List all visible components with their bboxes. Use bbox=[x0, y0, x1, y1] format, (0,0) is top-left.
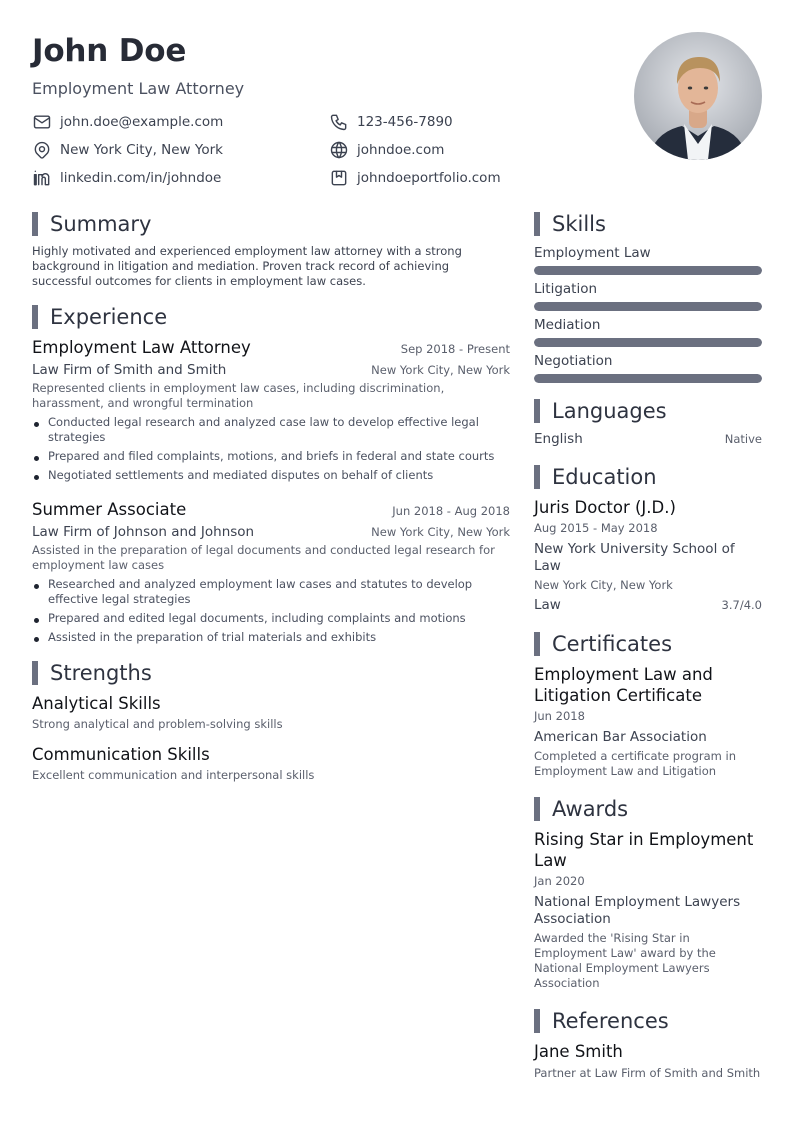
awards-heading-text: Awards bbox=[552, 797, 629, 821]
contact-location bbox=[32, 140, 223, 160]
education-heading bbox=[534, 465, 762, 489]
job-bullets bbox=[32, 415, 510, 483]
candidate-name: John Doe bbox=[32, 33, 187, 69]
mail-icon bbox=[32, 112, 52, 132]
job-bullet: Conducted legal research and analyzed case law to develop effective legal strategies bbox=[32, 415, 510, 445]
languages-heading-text: Languages bbox=[552, 399, 667, 423]
education-heading-text: Education bbox=[552, 465, 657, 489]
references-heading-text: References bbox=[552, 1009, 669, 1033]
section-accent-bar bbox=[32, 305, 38, 329]
job-bullet: Researched and analyzed employment law cases and statutes to develop effective legal strategies bbox=[32, 577, 510, 607]
candidate-title: Employment Law Attorney bbox=[32, 79, 245, 98]
contact-linkedin[interactable] bbox=[32, 168, 221, 188]
skill-level-bar bbox=[534, 302, 762, 311]
education-entry bbox=[534, 497, 762, 614]
skill-level-fill bbox=[534, 302, 762, 311]
strength-description: Strong analytical and problem-solving skills bbox=[32, 717, 283, 731]
contact-portfolio[interactable] bbox=[329, 168, 501, 188]
language-level: Native bbox=[724, 432, 762, 446]
section-accent-bar bbox=[32, 661, 38, 685]
skill-level-fill bbox=[534, 338, 762, 347]
reference-name: Jane Smith bbox=[534, 1042, 623, 1061]
job-company: Law Firm of Johnson and Johnson bbox=[32, 524, 255, 540]
summary-heading bbox=[32, 212, 510, 236]
certificate-issuer: American Bar Association bbox=[534, 729, 707, 745]
education-location: New York City, New York bbox=[534, 578, 673, 592]
skill-name: Negotiation bbox=[534, 353, 613, 369]
skill-level-bar bbox=[534, 266, 762, 275]
job-company: Law Firm of Smith and Smith bbox=[32, 362, 227, 378]
phone-text: 123-456-7890 bbox=[357, 114, 453, 130]
globe-icon bbox=[329, 140, 349, 160]
job-title: Summer Associate bbox=[32, 500, 187, 519]
right-column bbox=[534, 212, 762, 1099]
education-degree: Juris Doctor (J.D.) bbox=[534, 498, 676, 517]
education-gpa: 3.7/4.0 bbox=[721, 598, 762, 612]
job-bullet: Prepared and edited legal documents, including complaints and motions bbox=[32, 611, 510, 626]
section-accent-bar bbox=[534, 1009, 540, 1033]
experience-heading bbox=[32, 305, 510, 329]
location-pin-icon bbox=[32, 140, 52, 160]
job-location: New York City, New York bbox=[371, 525, 510, 539]
reference-entry bbox=[534, 1041, 762, 1081]
portfolio-text: johndoeportfolio.com bbox=[357, 170, 501, 186]
skill-level-bar bbox=[534, 374, 762, 383]
job-date: Jun 2018 - Aug 2018 bbox=[392, 504, 510, 518]
contact-email[interactable] bbox=[32, 112, 223, 132]
strengths-heading bbox=[32, 661, 510, 685]
education-date: Aug 2015 - May 2018 bbox=[534, 521, 658, 535]
website-text: johndoe.com bbox=[357, 142, 445, 158]
left-column bbox=[32, 212, 510, 795]
section-accent-bar bbox=[534, 465, 540, 489]
contact-website[interactable] bbox=[329, 140, 444, 160]
certificate-entry bbox=[534, 664, 762, 779]
phone-icon bbox=[329, 112, 349, 132]
summary-text: Highly motivated and experienced employment law attorney with a strong background in litigation and mediation. Proven track record of achieving successful outcomes for clients in employment law cases. bbox=[32, 244, 462, 288]
section-accent-bar bbox=[534, 797, 540, 821]
award-issuer: National Employment Lawyers Association bbox=[534, 894, 741, 927]
job-bullet: Negotiated settlements and mediated disputes on behalf of clients bbox=[32, 468, 510, 483]
skill-level-fill bbox=[534, 374, 762, 383]
job-date: Sep 2018 - Present bbox=[400, 342, 510, 356]
language-item bbox=[534, 431, 762, 447]
skill-name: Litigation bbox=[534, 281, 598, 297]
email-text: john.doe@example.com bbox=[60, 114, 224, 130]
linkedin-icon bbox=[32, 168, 52, 188]
experience-heading-text: Experience bbox=[50, 305, 168, 329]
experience-entry bbox=[32, 499, 510, 645]
resume-header bbox=[32, 32, 632, 186]
job-bullet: Prepared and filed complaints, motions, and briefs in federal and state courts bbox=[32, 449, 510, 464]
skill-name: Mediation bbox=[534, 317, 601, 333]
awards-heading bbox=[534, 797, 762, 821]
reference-role: Partner at Law Firm of Smith and Smith bbox=[534, 1066, 761, 1080]
certificates-heading-text: Certificates bbox=[552, 632, 673, 656]
job-bullets bbox=[32, 577, 510, 645]
section-accent-bar bbox=[534, 632, 540, 656]
job-title: Employment Law Attorney bbox=[32, 338, 251, 357]
summary-heading-text: Summary bbox=[50, 212, 152, 236]
skill-item bbox=[534, 244, 762, 275]
portfolio-icon bbox=[329, 168, 349, 188]
skills-list bbox=[534, 244, 762, 383]
section-accent-bar bbox=[32, 212, 38, 236]
job-bullet: Assisted in the preparation of trial materials and exhibits bbox=[32, 630, 510, 645]
linkedin-text: linkedin.com/in/johndoe bbox=[60, 170, 222, 186]
education-school: New York University School of Law bbox=[534, 541, 735, 574]
strength-title: Communication Skills bbox=[32, 745, 210, 764]
experience-entry bbox=[32, 337, 510, 483]
references-heading bbox=[534, 1009, 762, 1033]
award-title: Rising Star in Employment Law bbox=[534, 830, 754, 870]
skill-item bbox=[534, 352, 762, 383]
job-description: Represented clients in employment law cases, including discrimination, harassment, and wrongful termination bbox=[32, 381, 445, 410]
skill-level-fill bbox=[534, 266, 762, 275]
skills-heading bbox=[534, 212, 762, 236]
contact-phone[interactable] bbox=[329, 112, 453, 132]
job-description: Assisted in the preparation of legal documents and conducted legal research for employment law cases bbox=[32, 543, 495, 572]
strength-title: Analytical Skills bbox=[32, 694, 161, 713]
skills-heading-text: Skills bbox=[552, 212, 606, 236]
award-date: Jan 2020 bbox=[534, 874, 585, 888]
strength-item bbox=[32, 744, 510, 783]
language-name: English bbox=[534, 431, 583, 447]
strength-description: Excellent communication and interpersonal skills bbox=[32, 768, 315, 782]
certificate-title: Employment Law and Litigation Certificate bbox=[534, 665, 713, 705]
award-entry bbox=[534, 829, 762, 991]
skill-item bbox=[534, 280, 762, 311]
strength-item bbox=[32, 693, 510, 732]
education-field: Law bbox=[534, 597, 561, 613]
award-description: Awarded the 'Rising Star in Employment Law' award by the National Employment Lawyers Association bbox=[534, 931, 716, 990]
languages-heading bbox=[534, 399, 762, 423]
skill-item bbox=[534, 316, 762, 347]
location-text: New York City, New York bbox=[60, 142, 223, 158]
section-accent-bar bbox=[534, 212, 540, 236]
profile-photo bbox=[634, 32, 762, 160]
skill-name: Employment Law bbox=[534, 245, 651, 261]
strengths-heading-text: Strengths bbox=[50, 661, 152, 685]
job-location: New York City, New York bbox=[371, 363, 510, 377]
certificates-heading bbox=[534, 632, 762, 656]
certificate-description: Completed a certificate program in Employment Law and Litigation bbox=[534, 749, 736, 778]
skill-level-bar bbox=[534, 338, 762, 347]
certificate-date: Jun 2018 bbox=[534, 709, 585, 723]
section-accent-bar bbox=[534, 399, 540, 423]
